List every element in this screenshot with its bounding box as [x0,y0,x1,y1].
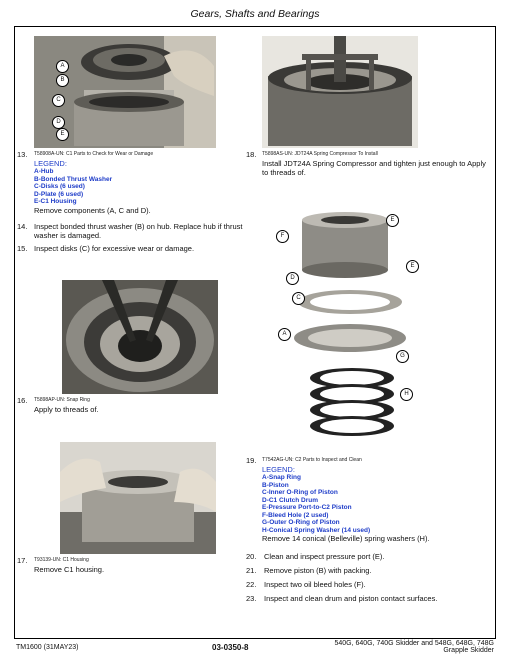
legend-item: H-Conical Spring Washer (14 used) [262,526,371,534]
footer-page-number: 03-0350-8 [212,643,249,652]
legend-item: B-Bonded Thrust Washer [34,175,113,183]
step-23-number: 23. [246,594,257,603]
callout-b: B [56,74,69,87]
step-13-text: Remove components (A, C and D). [34,205,151,215]
photo-c1-housing [60,442,216,554]
page-header: Gears, Shafts and Bearings [190,8,320,20]
footer-left: TM1600 (31MAY23) [16,644,79,651]
step-15-number: 15. [17,244,28,253]
callout-e-top: E [386,214,399,227]
callout-d: D [52,116,65,129]
callout-f: F [276,230,289,243]
step-16 [34,396,234,414]
callout-a-diagram: A [278,328,291,341]
step-19-caption: T7542AG-UN: C2 Parts to Inspect and Clean [262,457,362,463]
right-rule [495,26,496,638]
step-17-number: 17. [17,556,28,565]
step-13-number: 13. [17,150,28,159]
callout-a: A [56,60,69,73]
legend-item: A-Snap Ring [262,474,301,481]
step-13-legend-title: LEGEND: [34,159,67,168]
step-16-caption: T5898AP-UN: Snap Ring [34,397,90,403]
step-15-text: Inspect disks (C) for excessive wear or damage. [34,244,195,253]
step-13-caption: T58908A-UN: C1 Parts to Check for Wear or Damage [34,151,154,157]
step-20-text: Clean and inspect pressure port (E). [264,552,385,561]
step-16-number: 16. [17,396,28,405]
left-rule [14,26,15,638]
callout-e: E [56,128,69,141]
top-rule [14,26,496,27]
footer-right [290,640,494,654]
step-14-number: 14. [17,222,28,231]
step-22-number: 22. [246,580,257,589]
callout-d-diagram: D [286,272,299,285]
legend-item: C-Disks (6 used) [34,183,85,190]
step-19-number: 19. [246,456,257,465]
step-16-text: Apply to threads of. [34,405,99,414]
callout-h: H [400,388,413,401]
callout-g: G [396,350,409,363]
photo-c1-parts [34,36,216,148]
callout-e-right: E [406,260,419,273]
diagram-c2-parts [272,210,422,442]
legend-item: E-C1 Housing [34,198,77,205]
step-19-text: Remove 14 conical (Belleville) spring washers (H). [262,534,430,543]
step-20-number: 20. [246,552,257,561]
callout-c-diagram: C [292,292,305,305]
step-17 [34,556,234,574]
legend-item: E-Pressure Port-to-C2 Piston [262,504,352,511]
legend-item: C-Inner O-Ring of Piston [262,489,338,496]
footer-model-line: 540G, 640G, 740G Skidder and 548G, 648G, 748G [334,640,494,647]
legend-item: D-Plate (6 used) [34,190,84,198]
step-23-text: Inspect and clean drum and piston contact surfaces. [264,594,438,603]
step-18-text: Install JDT24A Spring Compressor and tighten just enough to Apply to threads of. [262,159,486,177]
legend-item: F-Bleed Hole (2 used) [262,511,329,519]
step-13 [34,150,234,215]
legend-item: A-Hub [34,168,54,175]
step-21-text: Remove piston (B) with packing. [264,566,372,575]
step-18-caption: T5898AS-UN: JDT24A Spring Compressor To Install [262,151,378,157]
bottom-rule [14,638,496,639]
legend-item: G-Outer O-Ring of Piston [262,519,340,526]
photo-snap-ring [62,280,218,394]
step-18 [262,150,494,177]
step-18-number: 18. [246,150,257,159]
step-21-number: 21. [246,566,257,575]
callout-c: C [52,94,65,107]
legend-item: B-Piston [262,481,289,489]
step-19 [262,456,494,543]
step-22-text: Inspect two oil bleed holes (F). [264,580,366,589]
photo-spring-compressor [262,36,418,148]
step-19-legend-title: LEGEND: [262,465,295,474]
legend-item: D-C1 Clutch Drum [262,496,318,504]
step-17-text: Remove C1 housing. [34,565,105,574]
footer-model-line-2: Grapple Skidder [443,647,494,654]
step-17-caption: T93139-UN: C1 Housing [34,557,89,563]
step-14-text: Inspect bonded thrust washer (B) on hub. Replace hub if thrust washer is damaged. [34,222,243,240]
